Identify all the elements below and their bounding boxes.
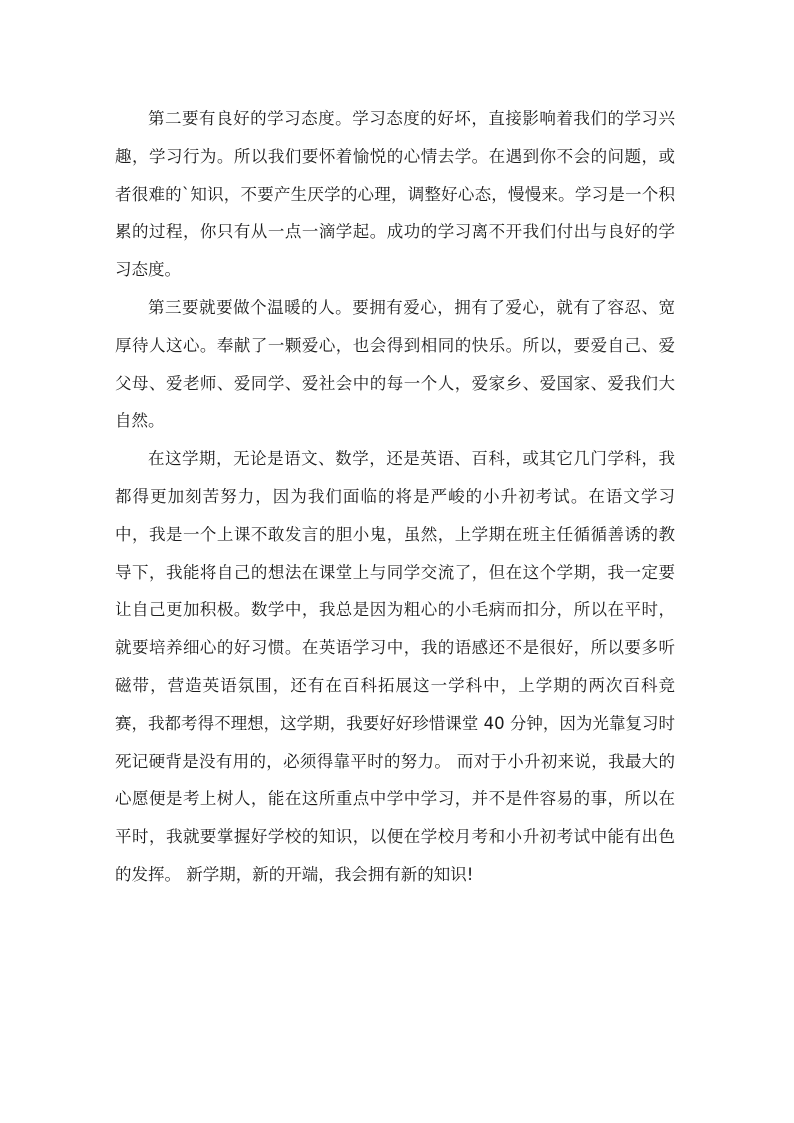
paragraph-warm-person: 第三要就要做个温暖的人。要拥有爱心，拥有了爱心，就有了容忍、宽厚待人这心。奉献了一颗爱心，也会得到相同的快乐。所以，要爱自己、爱父母、爱老师、爱同学、爱社会中的每一个人，爱家乡、爱国家、爱我们大自然。 xyxy=(115,297,675,431)
paragraph-semester-plan: 在这学期，无论是语文、数学，还是英语、百科，或其它几门学科，我都得更加刻苦努力，因为我们面临的将是严峻的小升初考试。在语文学习中，我是一个上课不敢发言的胆小鬼，虽然，上学期在班主任循循善诱的教导下，我能将自己的想法在课堂上与同学交流了，但在这个学期，我一定要让自己更加积极。数学中，我总是因为粗心的小毛病而扣分，所以在平时，就要培养细心的好习惯。在英语学习中，我的语感还不是很好，所以要多听磁带，营造英语氛围，还有在百科拓展这一学科中，上学期的两次百科竞赛，我都考得不理想，这学期，我要好好珍惜课堂 40 分钟，因为光靠复习时死记硬背是没有用的，必须得靠平时的努力。 而对于小升初来说，我最大的心愿便是考上树人，能在这所重点中学中学习，并不是件容易的事，所以在平时，我就要掌握好学校的知识，以便在学校月考和小升初考试中能有出色的发挥。 新学期，新的开端，我会拥有新的知识! xyxy=(115,449,675,884)
document-body xyxy=(115,100,675,894)
paragraph-study-attitude: 第二要有良好的学习态度。学习态度的好坏，直接影响着我们的学习兴趣，学习行为。所以我们要怀着愉悦的心情去学。在遇到你不会的问题，或者很难的`知识，不要产生厌学的心理，调整好心态，慢慢来。学习是一个积累的过程，你只有从一点一滴学起。成功的学习离不开我们付出与良好的学习态度。 xyxy=(115,109,675,280)
